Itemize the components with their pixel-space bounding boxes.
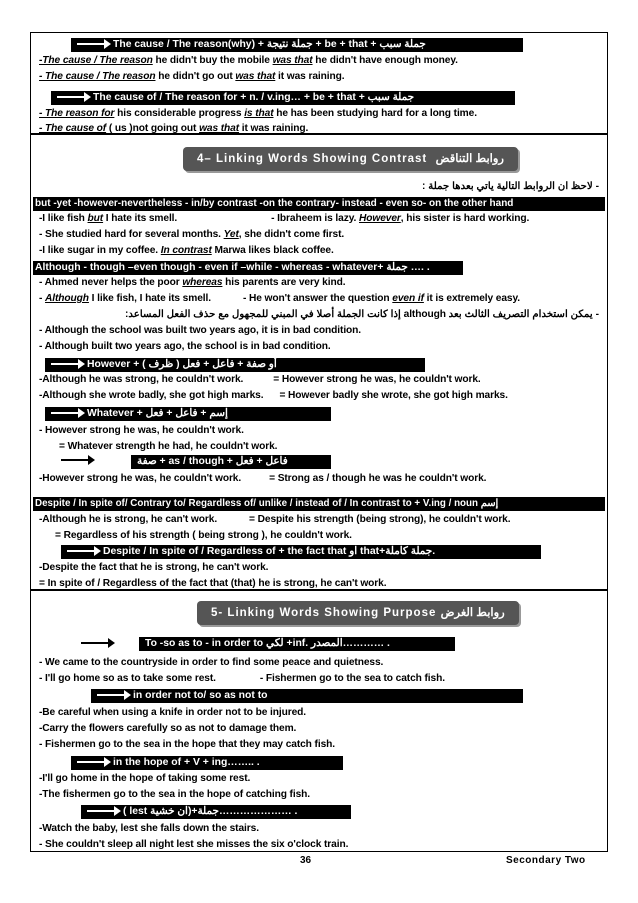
rule-bar: ( lest ان خشية)+جملة………………… .	[81, 805, 351, 819]
example-line: - Although built two years ago, the school is in bad condition.	[39, 341, 331, 352]
example-line: -I like fish but I hate its smell. - Ibraheem is lazy. However, his sister is hard working.	[39, 213, 530, 224]
purpose-section	[31, 593, 607, 851]
arrow-pointer	[61, 455, 97, 466]
rule-bar: To -so as to - in order to لكي +inf. المصدر………… .	[139, 637, 455, 651]
example-line: - Although I like fish, I hate its smell. - He won't answer the question even if it is extremely easy.	[39, 293, 521, 304]
cause-reason-section	[31, 33, 607, 135]
arrow-right-icon	[51, 412, 83, 414]
rule-bar: The cause / The reason(why) + جملة نتيجة + be + that + جملة سبب	[71, 38, 523, 52]
rule-bar: Whatever + إسم + فاعل + فعل	[45, 407, 331, 421]
example-line: -Although he was strong, he couldn't work. = However strong he was, he couldn't work.	[39, 374, 481, 385]
example-line: - We came to the countryside in order to find some peace and quietness.	[39, 657, 384, 668]
rule-bar: Despite / In spite of / Regardless of + the fact that او that+جملة كاملة.	[61, 545, 541, 559]
arrow-right-icon	[81, 642, 113, 644]
arrow-right-icon	[77, 43, 109, 45]
arabic-note: - يمكن استخدام التصريف الثالث بعد although إذا كانت الجملة أصلا في المبني للمجهول مع حذف الفعل المساعد:	[125, 309, 599, 320]
arrow-right-icon	[97, 694, 129, 696]
contrast-section	[31, 137, 607, 591]
linkers-bar: but -yet -however-nevertheless - in/by contrast -on the contrary- instead - even so- on the other hand	[33, 197, 605, 211]
example-line: - The cause of ( us )not going out was that it was raining.	[39, 123, 309, 134]
example-line: -Despite the fact that he is strong, he can't work.	[39, 562, 269, 573]
example-line: - The reason for his considerable progress is that he has been studying hard for a long time.	[39, 108, 477, 119]
example-line: -The cause / The reason he didn't buy the mobile was that he didn't have enough money.	[39, 55, 458, 66]
example-line: - She studied hard for several months. Yet, she didn't come first.	[39, 229, 345, 240]
arrow-right-icon	[77, 761, 109, 763]
example-line: - However strong he was, he couldn't work.	[39, 425, 244, 436]
example-line: -Although he is strong, he can't work. = Despite his strength (being strong), he couldn't work.	[39, 514, 511, 525]
section-heading: 5- Linking Words Showing Purpose روابط الغرض	[197, 601, 519, 625]
example-line: = Whatever strength he had, he couldn't work.	[59, 441, 278, 452]
arrow-pointer	[81, 638, 117, 649]
example-line: - She couldn't sleep all night lest she misses the six o'clock train.	[39, 839, 349, 850]
rule-bar: in the hope of + V + ing…….. .	[71, 756, 343, 770]
example-line: -The fishermen go to the sea in the hope of catching fish.	[39, 789, 310, 800]
arrow-right-icon	[87, 810, 119, 812]
arrow-right-icon	[51, 363, 83, 365]
section-heading: 4– Linking Words Showing Contrast روابط التناقض	[183, 147, 518, 171]
page-frame	[30, 32, 608, 852]
example-line: - Although the school was built two years ago, it is in bad condition.	[39, 325, 362, 336]
example-line: - The cause / The reason he didn't go out was that it was raining.	[39, 71, 345, 82]
rule-bar: The cause of / The reason for + n. / v.ing… + be + that + جملة سبب	[51, 91, 515, 105]
page-number: 36	[300, 855, 312, 866]
arrow-right-icon	[67, 550, 99, 552]
example-line: = In spite of / Regardless of the fact that (that) he is strong, he can't work.	[39, 578, 387, 589]
rule-bar: in order not to/ so as not to	[91, 689, 523, 703]
arrow-right-icon	[57, 96, 89, 98]
example-line: -Be careful when using a knife in order not to be injured.	[39, 707, 307, 718]
example-line: -However strong he was, he couldn't work. = Strong as / though he was he couldn't work.	[39, 473, 487, 484]
example-line: -I like sugar in my coffee. In contrast Marwa likes black coffee.	[39, 245, 334, 256]
footer-label: Secondary Two	[506, 855, 586, 866]
rule-bar: صفة + as / though + فاعل + فعل	[131, 455, 331, 469]
example-line: -I'll go home in the hope of taking some rest.	[39, 773, 251, 784]
arabic-note: - لاحظ ان الروابط التالية ياتي بعدها جملة :	[422, 181, 599, 192]
linkers-bar: Despite / In spite of/ Contrary to/ Regardless of/ unlike / instead of / In contrast to + V.ing / noun إسم	[33, 497, 605, 511]
example-line: -Carry the flowers carefully so as not to damage them.	[39, 723, 297, 734]
example-line: -Although she wrote badly, she got high marks. = However badly she wrote, she got high marks.	[39, 390, 508, 401]
example-line: - I'll go home so as to take some rest. - Fishermen go to the sea to catch fish.	[39, 673, 445, 684]
example-line: - Fishermen go to the sea in the hope that they may catch fish.	[39, 739, 335, 750]
example-line: - Ahmed never helps the poor whereas his parents are very kind.	[39, 277, 346, 288]
arrow-right-icon	[61, 459, 93, 461]
linkers-bar: Although - though –even though - even if –while - whereas - whatever+ جملة …. .	[33, 261, 463, 275]
example-line: = Regardless of his strength ( being strong ), he couldn't work.	[55, 530, 352, 541]
rule-bar: However + ( ظرف ) أو صفة + فاعل + فعل	[45, 358, 425, 372]
example-line: -Watch the baby, lest she falls down the stairs.	[39, 823, 259, 834]
